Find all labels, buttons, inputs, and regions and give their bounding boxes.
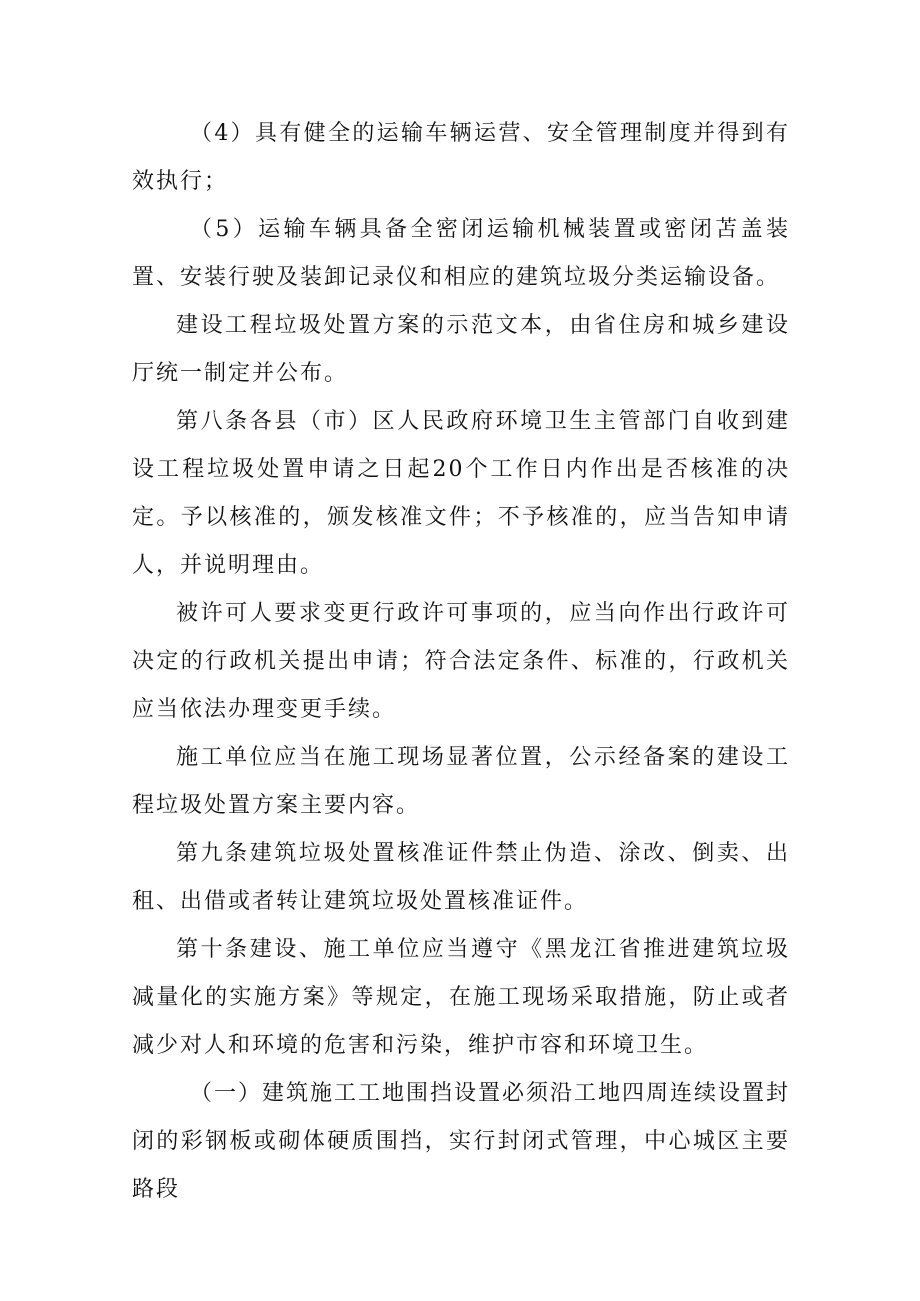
paragraph-article-9: 第九条建筑垃圾处置核准证件禁止伪造、涂改、倒卖、出租、出借或者转让建筑垃圾处置核准证件。 [132, 841, 790, 914]
paragraph-item-one: （一）建筑施工工地围挡设置必须沿工地四周连续设置封闭的彩钢板或砌体硬质围挡，实行封闭式管理，中心城区主要路段 [132, 1081, 791, 1202]
paragraph-item-5: （5）运输车辆具备全密闭运输机械装置或密闭苫盖装置、安装行驶及装卸记录仪和相应的建筑垃圾分类运输设备。 [132, 217, 790, 290]
paragraph-license-change: 被许可人要求变更行政许可事项的，应当向作出行政许可决定的行政机关提出申请；符合法定条件、标准的，行政机关应当依法办理变更手续。 [132, 601, 790, 722]
paragraph-template-notice: 建设工程垃圾处置方案的示范文本，由省住房和城乡建设厅统一制定并公布。 [132, 313, 790, 386]
paragraph-item-4: （4）具有健全的运输车辆运营、安全管理制度并得到有效执行； [132, 121, 790, 194]
paragraph-site-disclosure: 施工单位应当在施工现场显著位置，公示经备案的建设工程垃圾处置方案主要内容。 [132, 745, 790, 818]
paragraph-article-10: 第十条建设、施工单位应当遵守《黑龙江省推进建筑垃圾减量化的实施方案》等规定，在施工现场采取措施，防止或者减少对人和环境的危害和污染，维护市容和环境卫生。 [132, 937, 790, 1058]
paragraph-article-8: 第八条各县（市）区人民政府环境卫生主管部门自收到建设工程垃圾处置申请之日起20个工作日内作出是否核准的决定。予以核准的，颁发核准文件；不予核准的，应当告知申请人，并说明理由。 [132, 409, 790, 578]
